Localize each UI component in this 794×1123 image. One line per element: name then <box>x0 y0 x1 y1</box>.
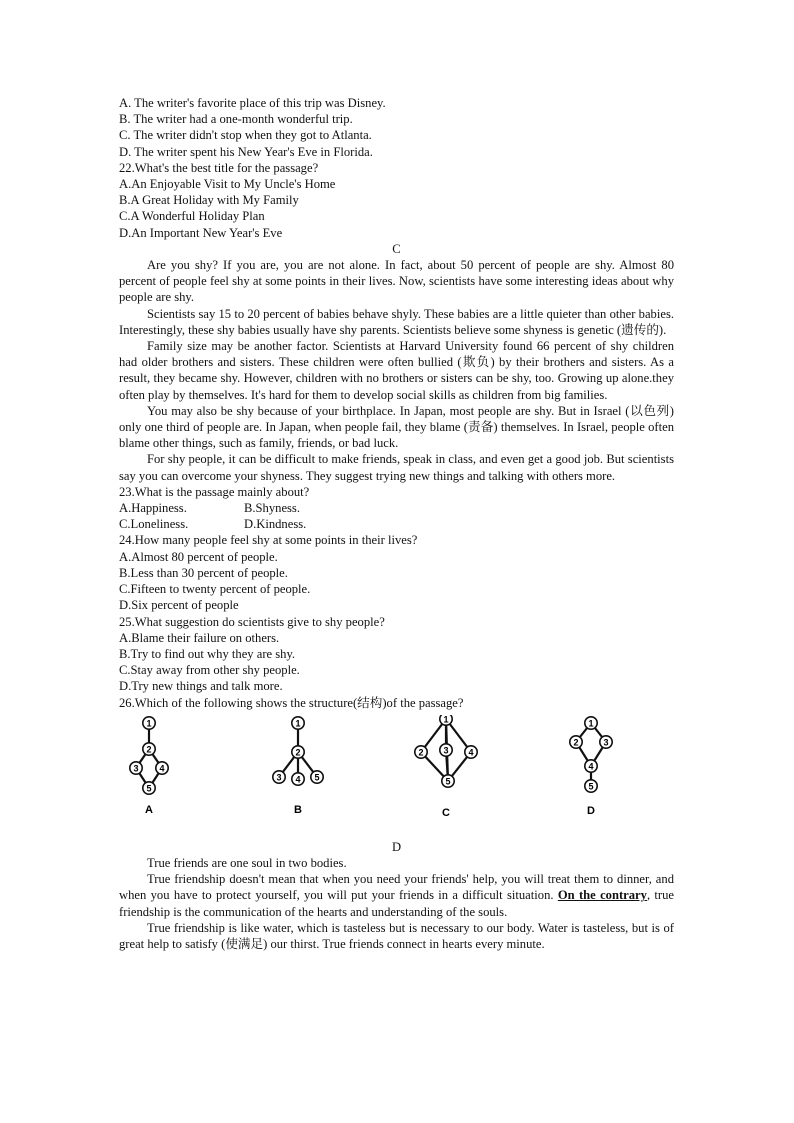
q25-option-a: A.Blame their failure on others. <box>119 630 280 645</box>
q25-option-c: C.Stay away from other shy people. <box>119 663 300 678</box>
q21-option-c: C. The writer didn't stop when they got to Atlanta. <box>119 128 372 143</box>
q22-option-b: B.A Great Holiday with My Family <box>119 193 299 208</box>
section-d-paragraph-1: True friends are one soul in two bodies. <box>147 855 347 870</box>
q26-question: 26.Which of the following shows the structure(结构)of the passage? <box>119 695 464 710</box>
section-c-paragraph-1: Are you shy? If you are, you are not alone. In fact, about 50 percent of people are shy. Almost 80 percent of people feel shy at some points in their lives. Now, scientists have some interesting ideas about why people are shy. <box>119 258 674 305</box>
section-d-paragraph-3: True friendship is like water, which is tasteless but is necessary to our body. Water is tasteless, but is of great help to satisfy (使满足) our thirst. True friends connect in hearts every minute. <box>119 920 674 951</box>
diagram-node-number: 1 <box>146 718 152 729</box>
diagram-label: B <box>294 803 302 816</box>
section-d-p2-after: , true friendship is the communication of the hearts and understanding of the souls. <box>119 888 674 919</box>
q21-option-a: A. The writer's favorite place of this trip was Disney. <box>119 96 386 110</box>
q25-question: 25.What suggestion do scientists give to shy people? <box>119 614 385 629</box>
diagram-node-number: 3 <box>603 737 609 748</box>
diagram-a <box>130 717 168 816</box>
section-c-paragraph-5: For shy people, it can be difficult to make friends, speak in class, and even get a good job. But scientists say you can overcome your shyness. They suggest trying new things and talking with others more. <box>119 452 674 483</box>
diagram-label: A <box>145 803 153 816</box>
diagram-label: D <box>587 804 595 817</box>
q24-option-b: B.Less than 30 percent of people. <box>119 565 288 580</box>
diagram-b <box>273 717 323 816</box>
diagram-label: C <box>442 806 450 819</box>
diagram-node-number: 4 <box>588 761 594 772</box>
diagram-node-number: 5 <box>445 776 451 787</box>
q23-option-d: D.Kindness. <box>244 517 307 532</box>
diagram-node-number: 4 <box>159 763 165 774</box>
diagram-node-number: 1 <box>295 718 301 729</box>
diagram-d <box>570 717 612 817</box>
on-the-contrary-underlined: On the contrary <box>557 888 647 903</box>
q23-option-b: B.Shyness. <box>244 501 300 516</box>
q22-question: 22.What's the best title for the passage? <box>119 160 319 175</box>
diagram-node-number: 2 <box>418 747 424 758</box>
q23-question: 23.What is the passage mainly about? <box>119 484 310 499</box>
q21-option-b: B. The writer had a one-month wonderful trip. <box>119 112 353 127</box>
structure-diagrams-svg <box>113 715 643 833</box>
diagram-node-number: 5 <box>588 781 594 792</box>
section-d-p2-before: True friendship doesn't mean that when you need your friends' help, you will treat them to dinner, and when you have to protect yourself, you will put your friends in a difficult situation. <box>119 872 674 903</box>
q22-option-c: C.A Wonderful Holiday Plan <box>119 209 265 224</box>
q25-option-b: B.Try to find out why they are shy. <box>119 646 296 661</box>
q23-options-row-2 <box>119 516 674 532</box>
diagram-node-number: 2 <box>573 737 579 748</box>
q23-option-a: A.Happiness. <box>119 501 187 516</box>
q21-option-d: D. The writer spent his New Year's Eve in Florida. <box>119 144 373 159</box>
q22-option-a: A.An Enjoyable Visit to My Uncle's Home <box>119 177 336 192</box>
q23-options-row-1 <box>119 500 674 516</box>
diagram-node-number: 3 <box>443 745 449 756</box>
diagram-node-number: 1 <box>443 714 449 725</box>
diagram-node-number: 5 <box>314 772 320 783</box>
exam-page <box>119 95 674 952</box>
section-c-paragraph-4: You may also be shy because of your birthplace. In Japan, most people are shy. But in Israel (以色列) only one third of people are. In Japan, when people fail, they blame (责备) themselves. In Israel, people often blame other things, such as family, friends, or bad luck. <box>119 403 674 451</box>
q24-option-c: C.Fifteen to twenty percent of people. <box>119 582 311 597</box>
q24-option-d: D.Six percent of people <box>119 598 239 613</box>
section-d-paragraph-2 <box>119 871 674 920</box>
section-c-paragraph-3: Family size may be another factor. Scientists at Harvard University found 66 percent of shy children had older brothers and sisters. These children were often bullied (欺负) by their brothers and sisters. As a result, they became shy. However, children with no brothers or sisters can be shy, too. Growing up alone.they often play by themselves. It's hard for them to develop social skills as children from big families. <box>119 339 674 402</box>
diagram-node-number: 5 <box>146 783 152 794</box>
diagram-node-number: 2 <box>146 744 152 755</box>
q23-option-c: C.Loneliness. <box>119 517 189 532</box>
diagram-node-number: 4 <box>468 747 474 758</box>
diagram-node-number: 3 <box>133 763 139 774</box>
diagram-node-number: 2 <box>295 747 301 758</box>
section-d-heading: D <box>391 839 402 854</box>
q24-option-a: A.Almost 80 percent of people. <box>119 549 278 564</box>
q25-option-d: D.Try new things and talk more. <box>119 679 283 694</box>
section-c-heading: C <box>392 241 401 256</box>
q22-option-d: D.An Important New Year's Eve <box>119 225 283 240</box>
section-c-paragraph-2: Scientists say 15 to 20 percent of babies behave shyly. These babies are a little quieter than other babies. Interestingly, these shy babies usually have shy parents. Scientists believe some shyness is genetic (遗传的). <box>119 306 674 337</box>
diagram-node-number: 3 <box>276 772 282 783</box>
q24-question: 24.How many people feel shy at some points in their lives? <box>119 533 418 548</box>
diagram-node-number: 4 <box>295 774 301 785</box>
diagram-c <box>415 715 477 819</box>
structure-diagrams <box>119 715 674 833</box>
diagram-node-number: 1 <box>588 718 594 729</box>
